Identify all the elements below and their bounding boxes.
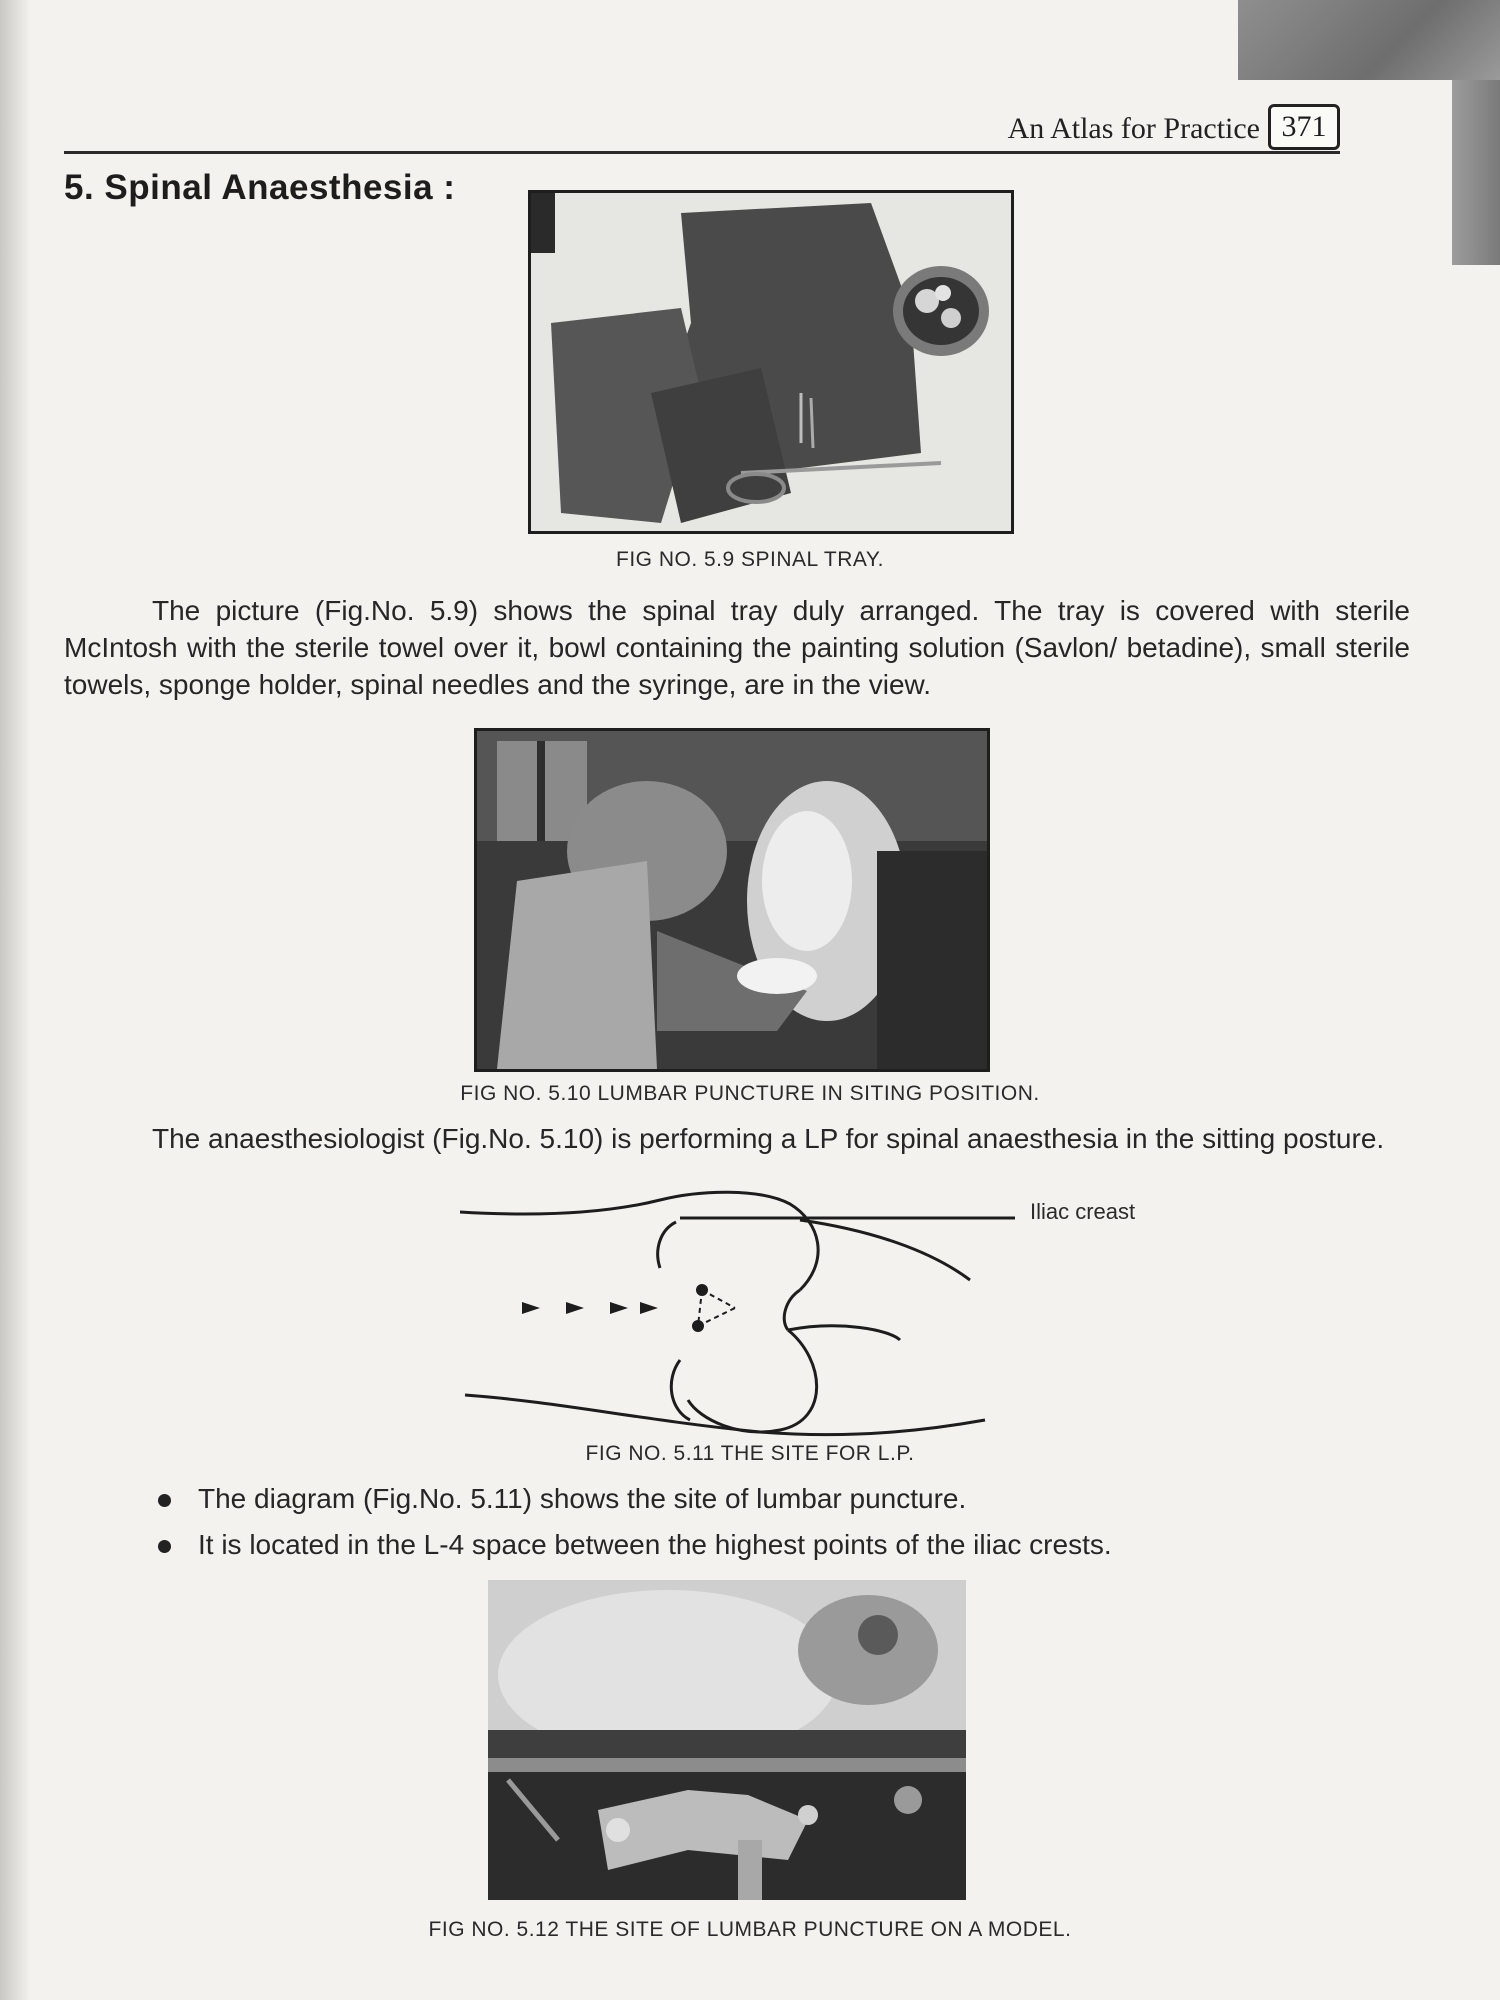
- figure-caption: FIG NO. 5.12 THE SITE OF LUMBAR PUNCTURE ON A MODEL.: [428, 1918, 1072, 1941]
- figure-lp-model-photo: [488, 1580, 966, 1900]
- page-number: 371: [1268, 104, 1340, 150]
- list-item: [150, 1476, 1390, 1522]
- paragraph: [64, 592, 1410, 703]
- bullet-text: The diagram (Fig.No. 5.11) shows the site of lumbar puncture.: [198, 1483, 967, 1514]
- paragraph: [64, 1120, 1410, 1157]
- bullet-dot: [158, 1540, 171, 1553]
- figure-caption: FIG NO. 5.9 SPINAL TRAY.: [616, 548, 884, 571]
- page-edge-shadow: [0, 0, 30, 2000]
- bullet-list: [150, 1476, 1390, 1568]
- figure-spinal-tray-photo: [528, 190, 1014, 534]
- bullet-text: It is located in the L-4 space between the highest points of the iliac crests.: [198, 1529, 1112, 1560]
- section-title: 5. Spinal Anaesthesia :: [64, 168, 456, 207]
- iliac-crest-label: Iliac creast: [1030, 1199, 1136, 1224]
- lp-model-photo: [488, 1580, 966, 1900]
- running-header: [64, 104, 1340, 154]
- chapter-thumb-tab: [1238, 0, 1500, 80]
- page-edge-bar: [1452, 80, 1500, 265]
- figure-caption: FIG NO. 5.10 LUMBAR PUNCTURE IN SITING POSITION.: [460, 1082, 1040, 1105]
- figure-caption: FIG NO. 5.11 THE SITE FOR L.P.: [585, 1442, 915, 1465]
- list-item: [150, 1522, 1390, 1568]
- figure-lp-sitting-photo: [474, 728, 990, 1072]
- paragraph-text: The anaesthesiologist (Fig.No. 5.10) is performing a LP for spinal anaesthesia in the sitting posture.: [152, 1123, 1385, 1154]
- bullet-dot: [158, 1494, 171, 1507]
- running-title: An Atlas for Practice: [1007, 112, 1260, 145]
- spinal-tray-photo: [531, 193, 1011, 531]
- lp-sitting-photo: [477, 731, 987, 1069]
- paragraph-text: The picture (Fig.No. 5.9) shows the spinal tray duly arranged. The tray is covered with sterile McIntosh with the sterile towel over it, bowl containing the painting solution (Savlon/ betadine), small sterile towels, sponge holder, spinal needles and the syringe, are in the view.: [64, 595, 1410, 700]
- header-rule: [64, 151, 1340, 154]
